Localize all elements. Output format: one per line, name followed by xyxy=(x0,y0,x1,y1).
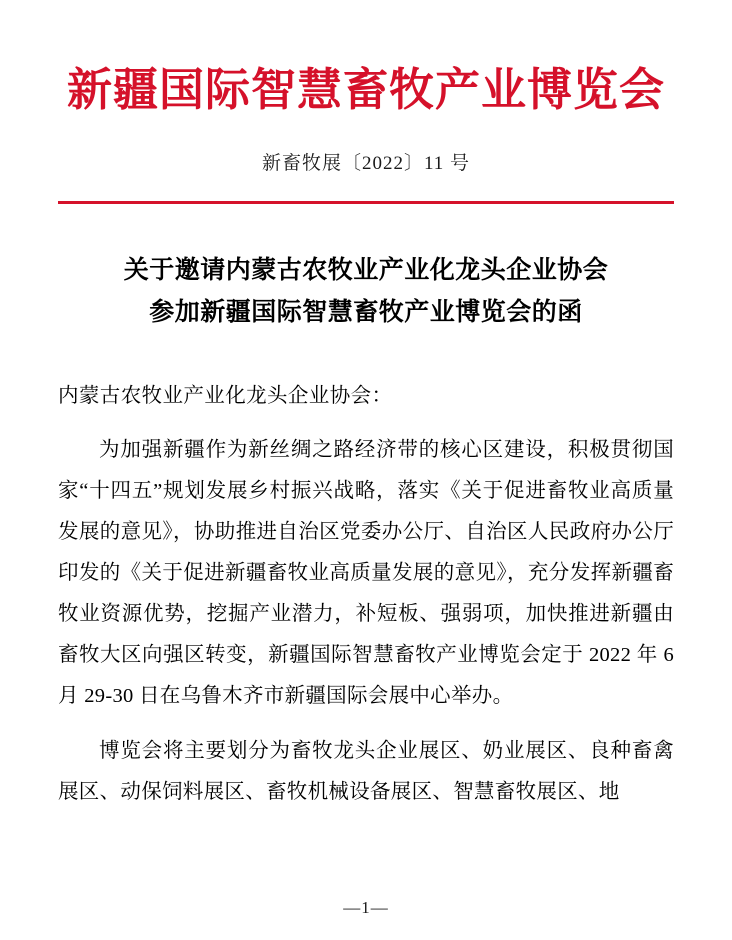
document-title-line-1: 关于邀请内蒙古农牧业产业化龙头企业协会 xyxy=(123,257,609,285)
recipient-line: 内蒙古农牧业产业化龙头企业协会： xyxy=(58,384,393,407)
letterhead-title: 新疆国际智慧畜牧产业博览会 xyxy=(66,65,665,115)
document-title-line-2: 参加新疆国际智慧畜牧产业博览会的函 xyxy=(149,298,583,326)
document-title xyxy=(58,204,674,333)
page-number: —1— xyxy=(343,898,389,917)
body-paragraph-2: 博览会将主要划分为畜牧龙头企业展区、奶业展区、良种畜禽展区、动保饲料展区、畜牧机械设备展区、智慧畜牧展区、地 xyxy=(58,739,674,803)
document-number: 新畜牧展〔2022〕11 号 xyxy=(261,153,471,175)
body-paragraph-1: 为加强新疆作为新丝绸之路经济带的核心区建设，积极贯彻国家“十四五”规划发展乡村振兴战略，落实《关于促进畜牧业高质量发展的意见》，协助推进自治区党委办公厅、自治区人民政府办公厅印发的《关于促进新疆畜牧业高质量发展的意见》，充分发挥新疆畜牧业资源优势，挖掘产业潜力，补短板、强弱项，加快推进新疆由畜牧大区向强区转变，新疆国际智慧畜牧产业博览会定于 2022 年 6 月 29-30 日在乌鲁木齐市新疆国际会展中心举办。 xyxy=(58,438,674,707)
